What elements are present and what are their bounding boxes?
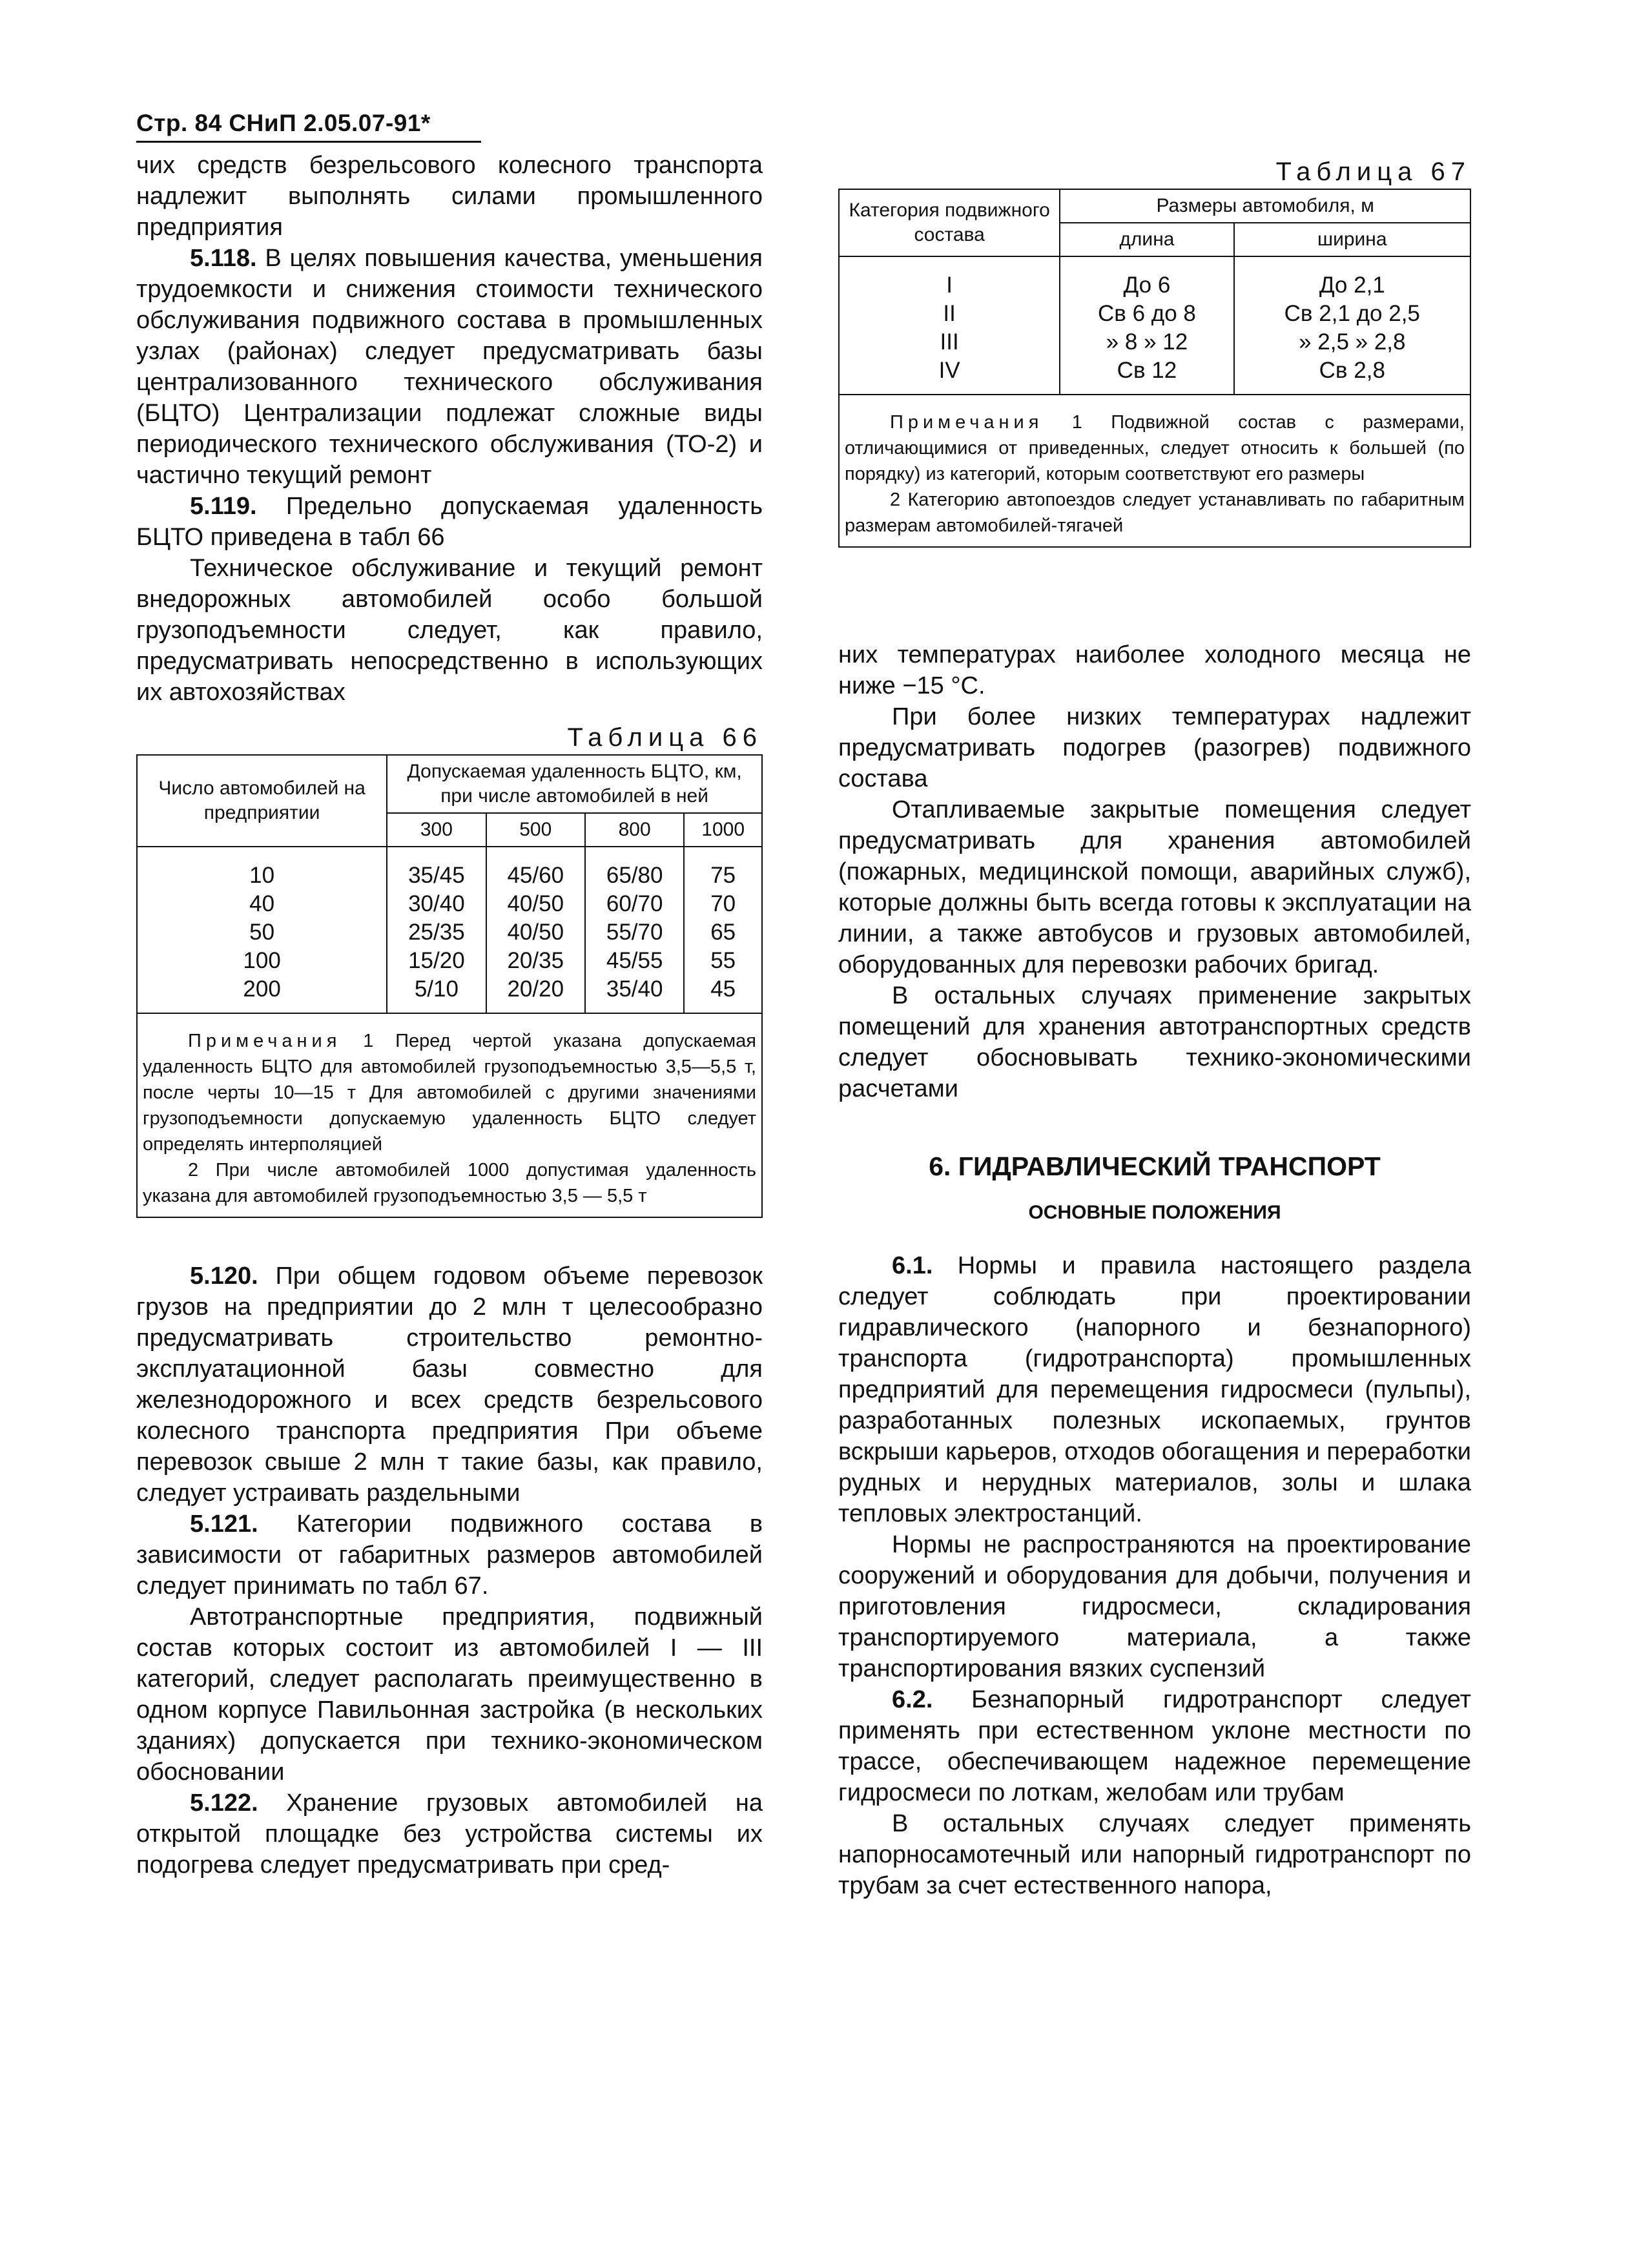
table-cell: 65/80 bbox=[606, 863, 663, 888]
notes-label: Примечания bbox=[188, 1031, 342, 1051]
table-cell: 40/50 bbox=[507, 891, 564, 916]
table-cell: III bbox=[940, 329, 959, 355]
table-cell: 65 bbox=[710, 920, 736, 945]
table-67-note-1 bbox=[845, 409, 1465, 487]
table-cell: 55 bbox=[710, 948, 736, 973]
section-title: 6. ГИДРАВЛИЧЕСКИЙ ТРАНСПОРТ bbox=[929, 1151, 1381, 1181]
clause-number: 5.120. bbox=[190, 1263, 258, 1290]
table-cell: 45/60 bbox=[507, 863, 564, 888]
table-67 bbox=[838, 189, 1471, 395]
table-cell: 100 bbox=[243, 948, 281, 973]
table-cell: До 2,1 bbox=[1319, 273, 1385, 298]
paragraph: Нормы не распространяются на проектирование сооружений и оборудования для добычи, получения и приготовления гидросмеси, складирования транспортируемого материала, а также транспортирования вязких суспензий bbox=[838, 1531, 1471, 1682]
table-cell: Св 2,1 до 2,5 bbox=[1284, 301, 1420, 326]
table-cell: 40/50 bbox=[507, 920, 564, 945]
table-66-subheader: 800 bbox=[585, 813, 684, 847]
table-cell: 35/40 bbox=[606, 976, 663, 1002]
clause-text: Предельно допускаемая удаленность БЦТО приведена в табл 66 bbox=[136, 493, 763, 551]
table-cell: 60/70 bbox=[606, 891, 663, 916]
clause-6-2 bbox=[838, 1684, 1471, 1808]
table-cell: 75 bbox=[710, 863, 736, 888]
clause-text: В целях повышения качества, уменьшения трудоемкости и снижения стоимости технического обслуживания подвижного состава в промышленных узлах (районах) следует предусматривать базы централизованного технического обслуживания (БЦТО) Централизации подлежат сложные виды периодического технического обслуживания (ТО-2) и частично текущий ремонт bbox=[136, 245, 763, 489]
notes-label: Примечания bbox=[890, 412, 1044, 433]
table-67-col1-header: Категория подвижного состава bbox=[839, 189, 1060, 256]
clause-text: Хранение грузовых автомобилей на открытой площадке без устройства системы их подогрева следует предусматривать при сред- bbox=[136, 1789, 763, 1879]
clause-number: 5.118. bbox=[190, 245, 257, 272]
clause-text: Категории подвижного состава в зависимости от габаритных размеров автомобилей следует принимать по табл 67. bbox=[136, 1510, 763, 1600]
table-66-col-500 bbox=[486, 847, 585, 1013]
table-cell: 50 bbox=[249, 920, 275, 945]
table-cell: 40 bbox=[249, 891, 275, 916]
table-66-note-1 bbox=[143, 1028, 756, 1157]
table-cell: 15/20 bbox=[408, 948, 465, 973]
table-cell: » 2,5 » 2,8 bbox=[1299, 329, 1406, 355]
table-cell: 35/45 bbox=[408, 863, 465, 888]
table-cell: Св 12 bbox=[1117, 358, 1177, 383]
page-header: Стр. 84 СНиП 2.05.07-91* bbox=[136, 110, 431, 136]
clause-number: 5.121. bbox=[190, 1510, 258, 1538]
clause-number: 6.1. bbox=[892, 1252, 933, 1279]
table-cell: 55/70 bbox=[606, 920, 663, 945]
table-67-group-header: Размеры автомобиля, м bbox=[1060, 189, 1470, 223]
table-cell: II bbox=[943, 301, 956, 326]
table-cell: 25/35 bbox=[408, 920, 465, 945]
paragraph-continuation: них температурах наиболее холодного месяца не ниже −15 °С. bbox=[838, 641, 1471, 699]
clause-6-1 bbox=[838, 1250, 1471, 1529]
table-cell: 20/20 bbox=[507, 976, 564, 1002]
table-67-notes bbox=[838, 395, 1471, 548]
clause-text: При общем годовом объеме перевозок грузов на предприятии до 2 млн т целесообразно предусматривать строительство ремонтно-эксплуатационной базы совместно для железнодорожного и всех средств безрельсового колесного транспорта предприятия При объеме перевозок свыше 2 млн т такие базы, как правило, следует устраивать раздельными bbox=[136, 1263, 763, 1507]
table-66-subheader: 1000 bbox=[684, 813, 762, 847]
table-cell: 5/10 bbox=[414, 976, 459, 1002]
right-column bbox=[838, 639, 1471, 1901]
table-67-subheader: длина bbox=[1060, 223, 1233, 256]
table-67-col-length bbox=[1060, 256, 1233, 395]
paragraph: В остальных случаях применение закрытых помещений для хранения автотранспортных средств следует обосновывать технико-экономическими расчетами bbox=[838, 982, 1471, 1102]
paragraph: Отапливаемые закрытые помещения следует предусматривать для хранения автомобилей (пожарных, медицинской помощи, аварийных служб), которые должны быть всегда готовы к эксплуатации на линии, а также автобусов и грузовых автомобилей, оборудованных для перевозки рабочих бригад. bbox=[838, 796, 1471, 978]
note-text: 1 Подвижной состав с размерами, отличающимися от приведенных, следует относить к большей (по порядку) из категорий, которым соответствуют его размеры bbox=[845, 412, 1465, 484]
table-66 bbox=[136, 754, 763, 1014]
clause-5-122 bbox=[136, 1788, 763, 1881]
table-67-note-2: 2 Категорию автопоездов следует устанавливать по габаритным размерам автомобилей-тягачей bbox=[845, 490, 1465, 536]
clause-5-120 bbox=[136, 1261, 763, 1509]
clause-5-121 bbox=[136, 1509, 763, 1602]
clause-text: Нормы и правила настоящего раздела следует соблюдать при проектировании гидравлического (напорного и безнапорного) транспорта (гидротранспорта) промышленных предприятий для перемещения гидросмеси (пульпы), разработанных полезных ископаемых, грунтов вскрыши карьеров, отходов обогащения и переработки рудных и нерудных материалов, золы и шлака тепловых электростанций. bbox=[838, 1252, 1471, 1527]
table-66-col1-header: Число автомобилей на предприятии bbox=[137, 755, 387, 847]
left-column bbox=[136, 150, 763, 1881]
subsection-title: ОСНОВНЫЕ ПОЛОЖЕНИЯ bbox=[1028, 1202, 1281, 1223]
table-66-subheader: 300 bbox=[387, 813, 486, 847]
table-66-col-count bbox=[137, 847, 387, 1013]
table-cell: » 8 » 12 bbox=[1106, 329, 1188, 355]
table-67-block bbox=[838, 155, 1471, 548]
table-66-group-header: Допускаемая удаленность БЦТО, км, при числе автомобилей в ней bbox=[387, 755, 762, 813]
clause-number: 5.119. bbox=[190, 493, 257, 520]
table-cell: 45 bbox=[710, 976, 736, 1002]
table-cell: 70 bbox=[710, 891, 736, 916]
clause-number: 5.122. bbox=[190, 1789, 258, 1817]
table-cell: Св 6 до 8 bbox=[1098, 301, 1196, 326]
table-67-col-category bbox=[839, 256, 1060, 395]
table-66-notes bbox=[136, 1014, 763, 1218]
table-cell: 20/35 bbox=[507, 948, 564, 973]
paragraph: При более низких температурах надлежит предусматривать подогрев (разогрев) подвижного состава bbox=[838, 703, 1471, 792]
table-cell: До 6 bbox=[1123, 273, 1171, 298]
table-cell: Св 2,8 bbox=[1319, 358, 1385, 383]
table-cell: I bbox=[946, 273, 953, 298]
clause-5-118 bbox=[136, 243, 763, 491]
table-66-col-800 bbox=[585, 847, 684, 1013]
header-rule bbox=[136, 141, 481, 143]
table-cell: 200 bbox=[243, 976, 281, 1002]
table-67-subheader: ширина bbox=[1234, 223, 1470, 256]
table-cell: 45/55 bbox=[606, 948, 663, 973]
table-66-caption: Таблица 66 bbox=[567, 723, 763, 752]
table-66-col-300 bbox=[387, 847, 486, 1013]
paragraph: Автотранспортные предприятия, подвижный состав которых состоит из автомобилей I — III категорий, следует располагать преимущественно в одном корпусе Павильонная застройка (в нескольких зданиях) допускается при технико-экономическом обосновании bbox=[136, 1603, 763, 1786]
table-cell: 10 bbox=[249, 863, 275, 888]
note-text: 1 Перед чертой указана допускаемая удаленность БЦТО для автомобилей грузоподъемностью 3,5—5,5 т, после черты 10—15 т Для автомобилей с другими значениями грузоподъемности допускаемую удаленность БЦТО следует определять интерполяцией bbox=[143, 1031, 756, 1155]
table-66-col-1000 bbox=[684, 847, 762, 1013]
table-cell: 30/40 bbox=[408, 891, 465, 916]
clause-number: 6.2. bbox=[892, 1686, 933, 1713]
paragraph: В остальных случаях следует применять напорносамотечный или напорный гидротранспорт по трубам за счет естественного напора, bbox=[838, 1810, 1471, 1899]
clause-5-119 bbox=[136, 491, 763, 553]
table-cell: IV bbox=[938, 358, 960, 383]
table-67-caption: Таблица 67 bbox=[1275, 158, 1471, 186]
paragraph-continuation: чих средств безрельсового колесного транспорта надлежит выполнять силами промышленного предприятия bbox=[136, 152, 763, 241]
table-67-col-width bbox=[1234, 256, 1470, 395]
table-66-subheader: 500 bbox=[486, 813, 585, 847]
clause-text: Безнапорный гидротранспорт следует применять при естественном уклоне местности по трассе, обеспечивающем надежное перемещение гидросмеси по лоткам, желобам или трубам bbox=[838, 1686, 1471, 1806]
paragraph: Техническое обслуживание и текущий ремонт внедорожных автомобилей особо большой грузоподъемности следует, как правило, предусматривать непосредственно в использующих их автохозяйствах bbox=[136, 555, 763, 706]
table-66-note-2: 2 При числе автомобилей 1000 допустимая удаленность указана для автомобилей грузоподъемностью 3,5 — 5,5 т bbox=[143, 1160, 756, 1206]
